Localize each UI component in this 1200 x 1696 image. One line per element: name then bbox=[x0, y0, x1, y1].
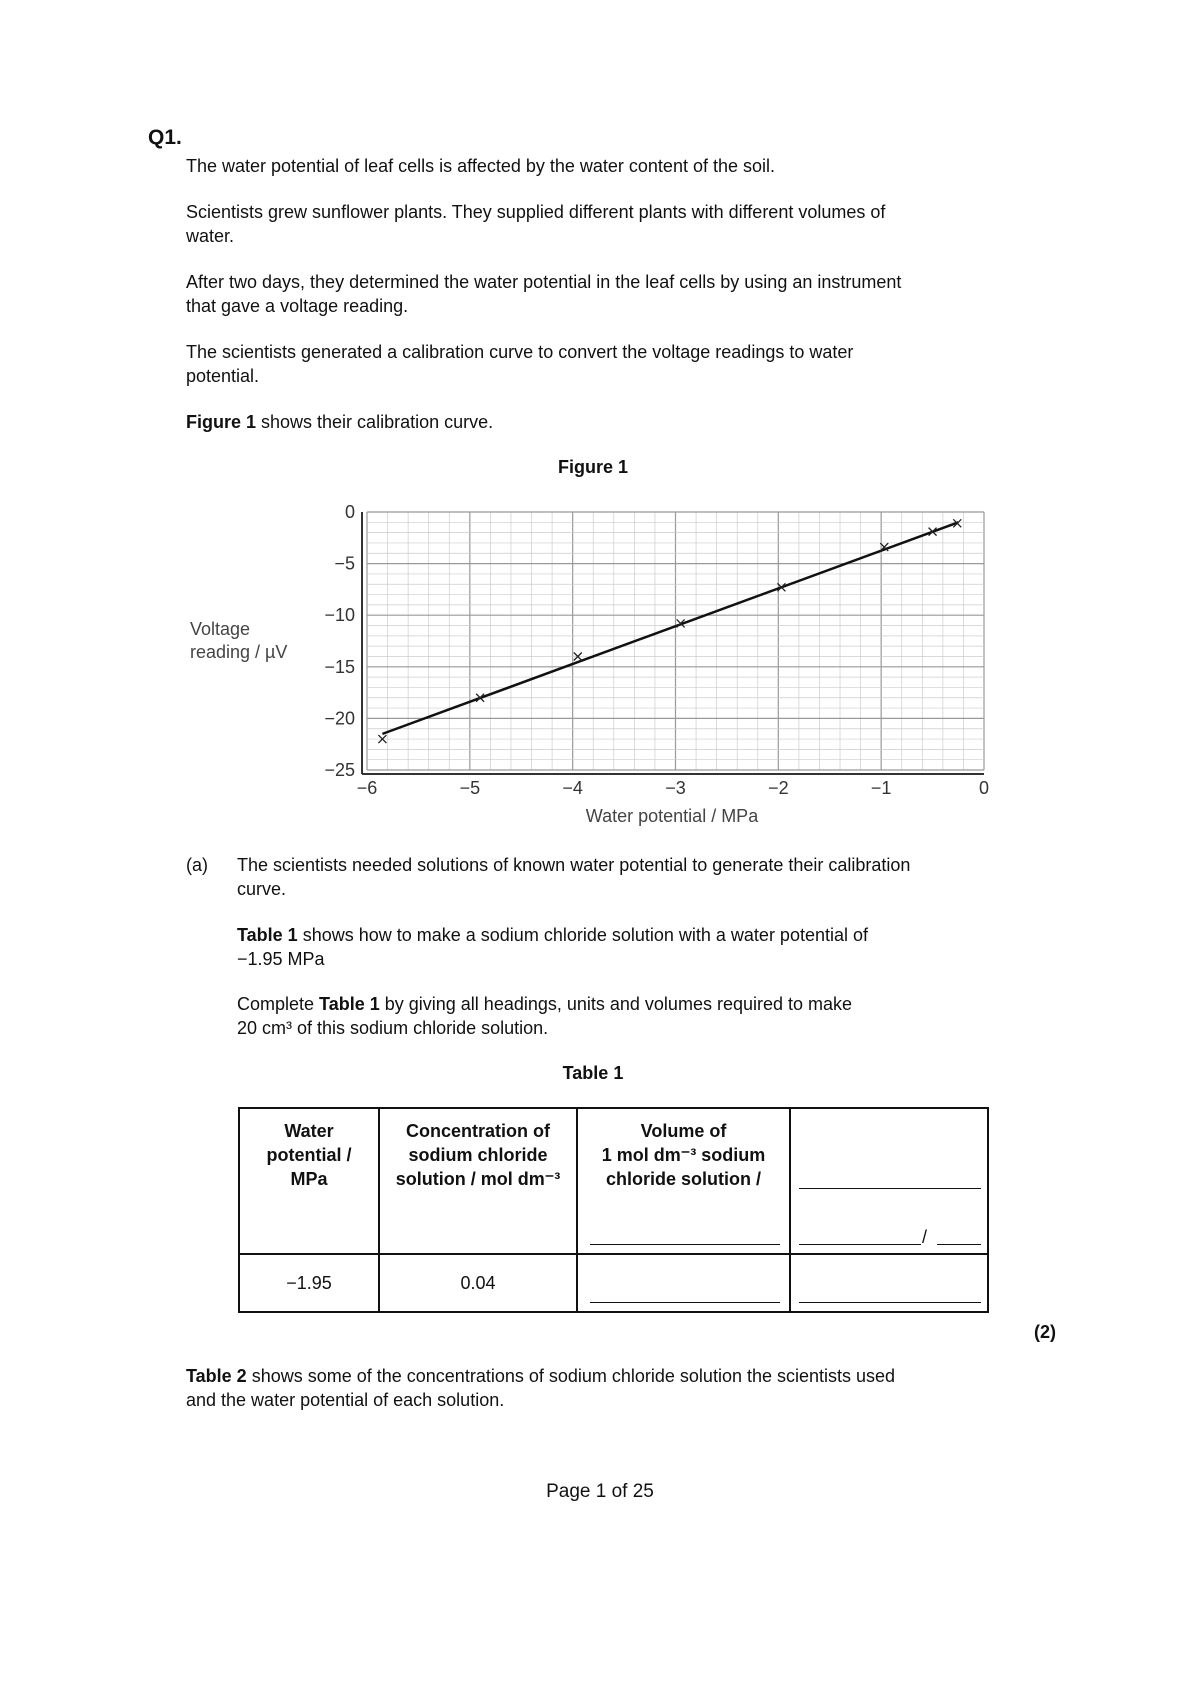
part-a-text: The scientists needed solutions of known water potential to generate their calibration bbox=[237, 855, 911, 875]
header-line: solution / mol dm⁻³ bbox=[395, 1169, 561, 1189]
table-reference bbox=[237, 923, 868, 947]
table-ref-text: shows how to make a sodium chloride solution with a water potential of bbox=[297, 925, 868, 945]
figure-ref-text: shows their calibration curve. bbox=[256, 412, 494, 432]
heading-blank[interactable] bbox=[799, 1243, 921, 1245]
paragraph: The scientists generated a calibration curve to convert the voltage readings to water bbox=[186, 342, 854, 362]
calibration-chart bbox=[180, 495, 1020, 840]
y-axis-label-line-2: reading / µV bbox=[190, 642, 288, 662]
cell-volume-nacl bbox=[577, 1254, 790, 1312]
question-number: Q1. bbox=[148, 126, 182, 149]
cell-blank bbox=[790, 1254, 988, 1312]
page-number: Page 1 of 25 bbox=[546, 1481, 654, 1502]
instruction bbox=[237, 992, 852, 1016]
y-tick-label: −25 bbox=[324, 760, 355, 780]
paragraph: potential. bbox=[186, 366, 260, 386]
y-axis-label-line-1: Voltage bbox=[190, 619, 251, 639]
table-2-intro bbox=[186, 1364, 895, 1388]
x-axis-label: Water potential / MPa bbox=[585, 806, 759, 826]
table-ref-bold: Table 1 bbox=[237, 925, 298, 945]
header-line: Volume of bbox=[640, 1121, 727, 1141]
x-tick-label: −2 bbox=[768, 778, 789, 798]
x-tick-label: −4 bbox=[562, 778, 583, 798]
unit-blank[interactable] bbox=[937, 1243, 981, 1245]
table-ref-text-2: −1.95 MPa bbox=[237, 949, 325, 969]
paragraph: water. bbox=[186, 226, 235, 246]
x-tick-label: −6 bbox=[356, 778, 378, 798]
instruction-text: Complete bbox=[237, 994, 320, 1014]
marks: (2) bbox=[1034, 1322, 1056, 1342]
answer-blank[interactable] bbox=[799, 1301, 981, 1303]
line-of-best-fit bbox=[382, 522, 958, 734]
table2-text: shows some of the concentrations of sodium chloride solution the scientists used bbox=[246, 1366, 896, 1386]
header-water-potential bbox=[239, 1108, 379, 1254]
header-line: Concentration of bbox=[406, 1121, 550, 1141]
figure-reference bbox=[186, 410, 493, 434]
header-line: MPa bbox=[290, 1169, 328, 1189]
slash: / bbox=[922, 1227, 928, 1247]
x-tick-label: −1 bbox=[870, 778, 892, 798]
x-tick-label: −3 bbox=[665, 778, 686, 798]
y-tick-label: −5 bbox=[334, 553, 355, 574]
paragraph: After two days, they determined the water potential in the leaf cells by using an instrument bbox=[186, 272, 902, 292]
unit-blank[interactable] bbox=[590, 1243, 780, 1245]
paragraph: that gave a voltage reading. bbox=[186, 296, 409, 316]
header-line: sodium chloride bbox=[408, 1145, 548, 1165]
figure-title: Figure 1 bbox=[557, 457, 628, 477]
instruction-text-2: 20 cm³ of this sodium chloride solution. bbox=[237, 1018, 549, 1038]
y-tick-label: 0 bbox=[344, 502, 355, 522]
table-header-row bbox=[239, 1108, 988, 1254]
table2-bold: Table 2 bbox=[186, 1366, 247, 1386]
part-a-label: (a) bbox=[186, 855, 208, 875]
header-concentration bbox=[379, 1108, 577, 1254]
y-tick-label: −10 bbox=[324, 605, 355, 626]
instruction-bold: Table 1 bbox=[319, 994, 380, 1014]
cell-concentration: 0.04 bbox=[379, 1254, 577, 1312]
table-2-intro-2: and the water potential of each solution. bbox=[186, 1390, 505, 1410]
table-row bbox=[239, 1254, 988, 1312]
heading-blank[interactable] bbox=[799, 1187, 981, 1189]
x-tick-label: 0 bbox=[978, 778, 990, 798]
table-title: Table 1 bbox=[562, 1063, 624, 1083]
paragraph: The water potential of leaf cells is affected by the water content of the soil. bbox=[186, 156, 775, 176]
answer-blank[interactable] bbox=[590, 1301, 780, 1303]
x-tick-label: −5 bbox=[459, 778, 481, 798]
header-blank-column bbox=[790, 1108, 988, 1254]
y-tick-label: −20 bbox=[324, 708, 355, 729]
cell-water-potential: −1.95 bbox=[239, 1254, 379, 1312]
header-line: Water bbox=[284, 1121, 334, 1141]
y-tick-label: −15 bbox=[324, 656, 355, 677]
header-line: 1 mol dm⁻³ sodium bbox=[601, 1145, 766, 1165]
paragraph: Scientists grew sunflower plants. They supplied different plants with different volumes of bbox=[186, 202, 886, 222]
part-a-text: curve. bbox=[237, 879, 287, 899]
figure-ref-bold: Figure 1 bbox=[186, 412, 257, 432]
header-volume-nacl bbox=[577, 1108, 790, 1254]
instruction-text: by giving all headings, units and volumes required to make bbox=[379, 994, 853, 1014]
table-1 bbox=[238, 1107, 989, 1313]
header-line: potential / bbox=[266, 1145, 352, 1165]
header-line: chloride solution / bbox=[605, 1169, 761, 1189]
